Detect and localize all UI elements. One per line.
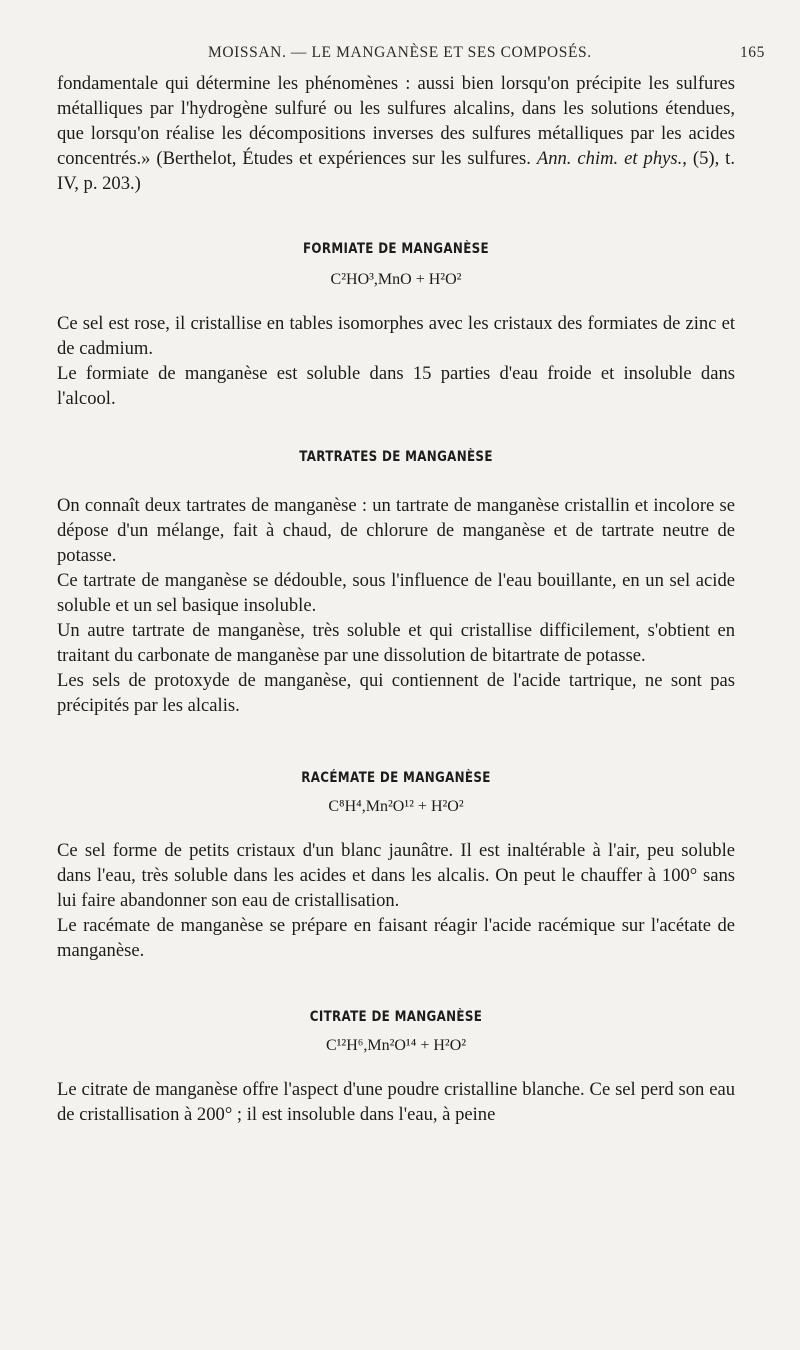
formula-formiate [57,271,735,289]
formula-main: C¹²H⁶,Mn²O¹⁴ [325,1037,417,1054]
running-title: MOISSAN. — LE MANGANÈSE ET SES COMPOSÉS. [208,44,592,61]
section-heading-racemate: RACÉMATE DE MANGANÈSE [301,770,491,786]
paragraph: On connaît deux tartrates de manganèse : un tartrate de manganèse cristallin et incolore se dépose d'un mélange, fait à chaud, de chlorure de manganèse et de tartrate neutre de potasse. [57,495,735,566]
section-heading-formiate: FORMIATE DE MANGANÈSE [302,241,490,257]
formula-plus: + [417,798,427,815]
paragraph: Le racémate de manganèse se prépare en faisant réagir l'acide racémique sur l'acétate de manganèse. [57,915,735,961]
paragraph: Le citrate de manganèse offre l'aspect d'une poudre cristalline blanche. Ce sel perd son eau de cristallisation à 200° ; il est insoluble dans l'eau, à peine [57,1079,735,1125]
formula-main: C⁸H⁴,Mn²O¹² [328,798,414,815]
formula-water: H²O² [430,798,464,815]
formula-racemate [57,798,735,816]
section-heading-tartrates: TARTRATES DE MANGANÈSE [299,449,493,465]
paragraph: Ce sel forme de petits cristaux d'un blanc jaunâtre. Il est inaltérable à l'air, peu soluble dans l'eau, très soluble dans les acides et dans les alcalis. On peut le chauffer à 100° sans lui faire abandonner son eau de cristallisation. [57,840,735,911]
formula-plus: + [420,1037,430,1054]
paragraph: Ce sel est rose, il cristallise en tables isomorphes avec les cristaux des formiates de zinc et de cadmium. [57,313,735,359]
section-heading-citrate: CITRATE DE MANGANÈSE [309,1009,483,1025]
page-number: 165 [739,44,765,61]
intro-citation: Ann. chim. et phys. [536,148,683,169]
formula-water: H²O² [433,1037,467,1054]
paragraph: Un autre tartrate de manganèse, très soluble et qui cristallise difficilement, s'obtient en traitant du carbonate de manganèse par une dissolution de bitartrate de potasse. [57,620,735,666]
intro-paragraph [57,71,735,196]
paragraph: Le formiate de manganèse est soluble dans 15 parties d'eau froide et insoluble dans l'alcool. [57,363,735,409]
intro-text-end: , (5), t. IV, p. 203.) [57,148,735,194]
formula-citrate [57,1037,735,1055]
paragraph: Les sels de protoxyde de manganèse, qui contiennent de l'acide tartrique, ne sont pas précipités par les alcalis. [57,670,735,716]
formula-main: C²HO³,MnO [330,271,412,288]
page-body [57,71,735,1127]
intro-text: fondamentale qui détermine les phénomènes : aussi bien lorsqu'on précipite les sulfures métalliques par l'hydrogène sulfuré ou les sulfures alcalins, dans les solutions étendues, que lorsqu'on réalise les décompositions inverses des sulfures métalliques par les acides concentrés.» (Berthelot, Études et expériences sur les sulfures. [57,73,735,169]
paragraph: Ce tartrate de manganèse se dédouble, sous l'influence de l'eau bouillante, en un sel acide soluble et un sel basique insoluble. [57,570,735,616]
formula-water: H²O² [428,271,462,288]
formula-plus: + [415,271,425,288]
